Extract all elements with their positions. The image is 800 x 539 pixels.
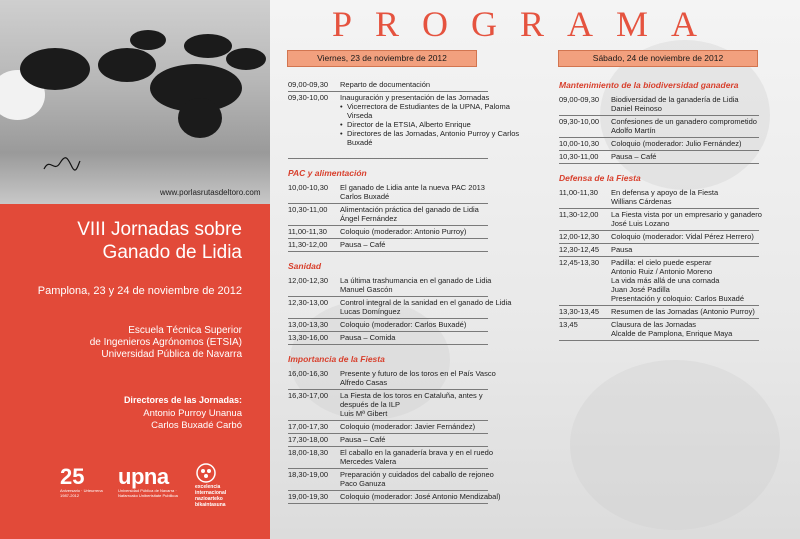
row-line: Luis Mª Gibert [340,409,388,418]
row-description [611,258,800,303]
row-line: Inauguración y presentación de las Jornadas [340,93,490,102]
row-time: 12,30-12,45 [559,245,600,254]
row-bullet: • Directores de las Jornadas, Antonio Purroy y Carlos Buxadé [340,129,530,147]
row-line: Presentación y coloquio: Carlos Buxadé [611,294,744,303]
row-separator [288,503,488,504]
row-line: Coloquio (moderador: Carlos Buxadé) [340,320,467,329]
row-line: Paco Ganuza [340,479,386,488]
row-description [611,139,800,148]
section-title: Mantenimiento de la biodiversidad ganadera [559,80,739,90]
row-time: 16,00-16,30 [288,369,329,378]
row-description [340,369,530,387]
row-separator [288,490,488,491]
row-description [340,276,530,294]
row-separator [288,433,488,434]
event-title: VIII Jornadas sobre Ganado de Lidia [77,219,242,263]
row-description [340,227,530,236]
row-description [611,232,800,241]
row-description [340,183,530,201]
row-time: 12,00-12,30 [288,276,329,285]
row-line: Clausura de las Jornadas [611,320,697,329]
row-line: Willians Cárdenas [611,197,672,206]
row-description [611,320,800,338]
row-line: Alfredo Casas [340,378,388,387]
section-title: PAC y alimentación [288,168,367,178]
row-description [611,188,800,206]
row-description [340,320,530,329]
row-description [340,333,530,342]
row-separator [559,115,759,116]
row-separator [559,318,759,319]
row-separator [288,318,488,319]
row-line: después de la ILP [340,400,401,409]
row-description [340,470,530,488]
row-time: 12,00-12,30 [559,232,600,241]
row-line: José Luis Lozano [611,219,670,228]
row-separator [288,238,488,239]
row-time: 13,45 [559,320,578,329]
row-description [340,435,530,444]
website-url[interactable]: www.porlasrutasdeltoro.com [160,188,261,197]
row-line: La vida más allá de una cornada [611,276,720,285]
row-time: 13,00-13,30 [288,320,329,329]
row-line: Reparto de documentación [340,80,431,89]
row-line: Daniel Reinoso [611,104,662,113]
excellence-logo: excelencia internacional nazioarteko bikaintasuna [195,462,241,508]
row-line: Juan José Padilla [611,285,670,294]
section-title: Importancia de la Fiesta [288,354,385,364]
row-time: 17,30-18,00 [288,435,329,444]
row-description [611,307,800,316]
row-line: Antonio Ruiz / Antonio Moreno [611,267,713,276]
row-line: El ganado de Lidia ante la nueva PAC 2013 [340,183,485,192]
row-separator [288,158,488,159]
row-line: Mercedes Valera [340,457,397,466]
row-time: 19,00-19,30 [288,492,329,501]
row-separator [288,420,488,421]
row-separator [288,344,488,345]
row-separator [288,203,488,204]
left-panel [0,0,270,539]
row-time: 17,00-17,30 [288,422,329,431]
row-line: Alcalde de Pamplona, Enrique Maya [611,329,733,338]
row-separator [559,340,759,341]
row-time: 10,30-11,00 [288,205,328,214]
row-time: 09,30-10,00 [559,117,600,126]
friday-header: Viernes, 23 de noviembre de 2012 [287,50,477,67]
programme-title: PROGRAMA [331,4,721,44]
row-separator [288,468,488,469]
row-line: Coloquio (moderador: Vidal Pérez Herrero) [611,232,754,241]
row-time: 09,00-09,30 [559,95,600,104]
row-line: Biodiversidad de la ganadería de Lidia [611,95,739,104]
row-separator [559,150,759,151]
row-time: 11,00-11,30 [559,188,598,197]
row-description [611,95,800,113]
row-time: 13,30-16,00 [288,333,329,342]
row-line: Preparación y cuidados del caballo de rejoneo [340,470,494,479]
row-separator [288,389,488,390]
row-description [611,152,800,161]
row-line: Manuel Gascón [340,285,393,294]
row-line: Presente y futuro de los toros en el País Vasco [340,369,496,378]
row-description [611,117,800,135]
row-line: El caballo en la ganadería brava y en el ruedo [340,448,494,457]
row-line: La Fiesta vista por un empresario y ganadero [611,210,762,219]
row-description [340,240,530,249]
row-description [340,93,530,147]
row-description [340,448,530,466]
directors-heading: Directores de las Jornadas: [123,395,242,405]
row-line: Coloquio (moderador: Antonio Purroy) [340,227,467,236]
row-time: 11,30-12,00 [559,210,599,219]
row-line: Coloquio (moderador: Julio Fernández) [611,139,742,148]
row-description [340,80,530,89]
bull-photo [0,0,270,204]
row-time: 11,30-12,00 [288,240,328,249]
section-title: Defensa de la Fiesta [559,173,641,183]
row-time: 09,30-10,00 [288,93,329,102]
row-line: Control integral de la sanidad en el ganado de Lidia [340,298,512,307]
row-line: Lucas Domínguez [340,307,401,316]
row-separator [559,230,759,231]
row-separator [559,305,759,306]
signature-icon [42,155,82,175]
row-description [611,210,800,228]
row-description [340,422,530,431]
row-description [340,298,530,316]
row-separator [559,243,759,244]
anniversary-logo: 25 Aniversario · Urteurrena 1987-2012 [60,464,103,498]
event-info-panel [0,204,270,539]
row-line: Pausa [611,245,633,254]
row-separator [288,446,488,447]
row-line: Ángel Fernández [340,214,398,223]
row-time: 10,00-10,30 [288,183,329,192]
row-bullet: • Vicerrectora de Estudiantes de la UPNA, Paloma Virseda [340,102,530,120]
row-description [340,205,530,223]
row-line: Coloquio (moderador: José Antonio Mendizabal) [340,492,501,501]
row-separator [288,225,488,226]
upna-logo: upna Universidad Pública de Navarra · Nafarroako Unibertsitate Publikoa [118,464,178,498]
row-time: 09,00-09,30 [288,80,329,89]
directors-list: Antonio Purroy Unanua Carlos Buxadé Carbó [143,408,242,431]
row-line: Pausa – Café [611,152,657,161]
row-line: Coloquio (moderador: Javier Fernández) [340,422,476,431]
row-time: 18,30-19,00 [288,470,329,479]
row-line: Pausa – Café [340,435,386,444]
row-time: 12,30-13,00 [288,298,329,307]
row-separator [559,256,759,257]
row-line: La última trashumancia en el ganado de Lidia [340,276,492,285]
event-date: Pamplona, 23 y 24 de noviembre de 2012 [37,285,242,297]
row-line: La Fiesta de los toros en Cataluña, antes y [340,391,483,400]
row-time: 18,00-18,30 [288,448,329,457]
row-time: 13,30-13,45 [559,307,600,316]
row-time: 10,30-11,00 [559,152,599,161]
row-separator [288,251,488,252]
row-separator [559,137,759,138]
row-time: 12,45-13,30 [559,258,600,267]
section-title: Sanidad [288,261,322,271]
row-line: Confesiones de un ganadero comprometido [611,117,757,126]
row-description [340,492,530,501]
row-line: En defensa y apoyo de la Fiesta [611,188,719,197]
row-separator [288,296,488,297]
excellence-emblem-icon [195,462,217,484]
row-time: 11,00-11,30 [288,227,327,236]
row-line: Padilla: el cielo puede esperar [611,258,712,267]
row-description [611,245,800,254]
row-description [340,391,530,418]
row-line: Pausa – Café [340,240,386,249]
row-time: 16,30-17,00 [288,391,329,400]
row-line: Alimentación práctica del ganado de Lidia [340,205,479,214]
row-separator [559,208,759,209]
row-separator [288,331,488,332]
row-line: Pausa – Comida [340,333,396,342]
row-bullet: • Director de la ETSIA, Alberto Enrique [340,120,530,129]
saturday-header: Sábado, 24 de noviembre de 2012 [558,50,758,67]
row-line: Adolfo Martín [611,126,656,135]
row-line: Resumen de las Jornadas (Antonio Purroy) [611,307,755,316]
row-line: Carlos Buxadé [340,192,390,201]
row-time: 10,00-10,30 [559,139,600,148]
row-separator [559,163,759,164]
school-name: Escuela Técnica Superior de Ingenieros Agrónomos (ETSIA) Universidad Pública de Navarra [89,325,242,360]
row-separator [288,91,488,92]
